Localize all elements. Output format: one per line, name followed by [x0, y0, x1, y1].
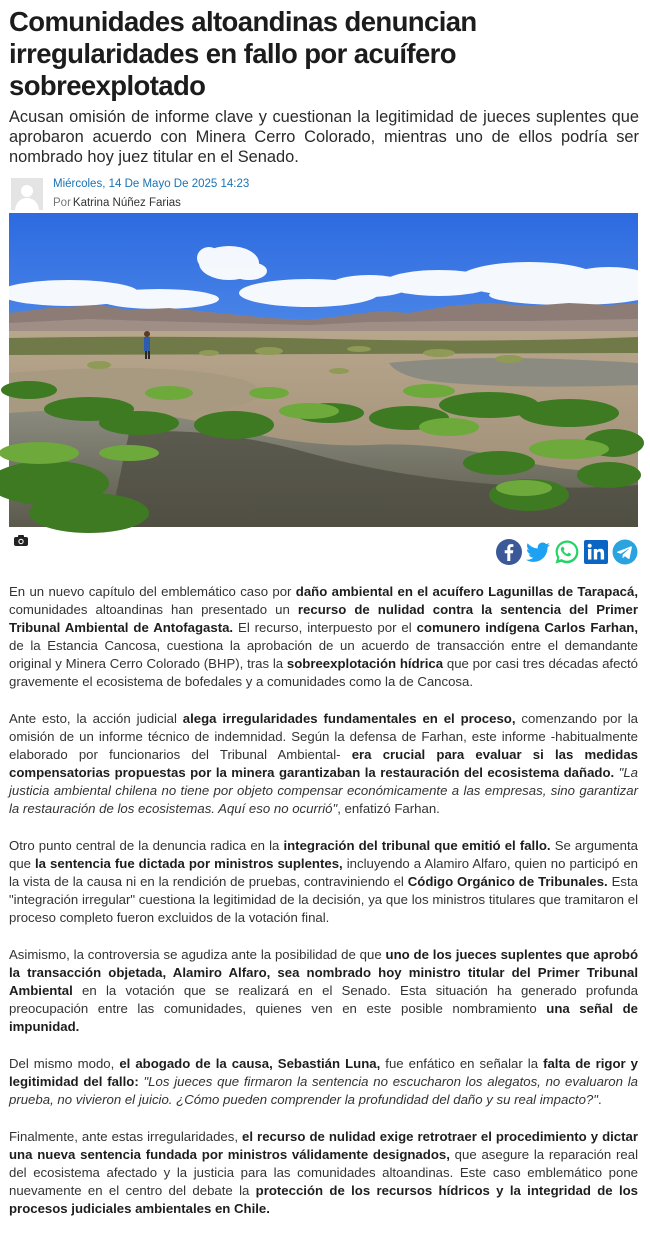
user-icon — [11, 178, 43, 210]
telegram-icon[interactable] — [612, 539, 638, 565]
article-headline: Comunidades altoandinas denuncian irregularidades en fallo por acuífero sobreexplotado — [9, 6, 477, 101]
bold-text: falta de rigor y legitimidad del fallo: — [9, 1056, 638, 1089]
author-avatar — [11, 178, 43, 210]
bold-text: daño ambiental en el acuífero Lagunillas de Tarapacá, — [295, 584, 638, 599]
body-paragraph — [9, 1128, 638, 1218]
body-text: que asegure la reparación real del ecosistema afectado y la justicia para las comunidades altoandinas. Este caso emblemático pone nuevamente en el centro del debate la — [9, 1147, 638, 1198]
body-text: En un nuevo capítulo del emblemático caso por — [9, 584, 296, 599]
whatsapp-icon[interactable] — [554, 539, 580, 565]
quote-text: "Los jueces que firmaron la sentencia no escucharon los alegatos, no evaluaron la prueba, no vivieron el juicio. ¿Cómo pueden comprender la profundidad del daño y su real impacto?" — [9, 1074, 638, 1107]
facebook-icon[interactable] — [496, 539, 522, 565]
body-text: , enfatizó Farhan. — [337, 801, 440, 816]
article-summary: Acusan omisión de informe clave y cuestionan la legitimidad de jueces suplentes que aprobaron acuerdo con Minera Cerro Colorado, mientras uno de ellos podría ser nombrado hoy juez titular en el Senado. — [9, 108, 639, 166]
bold-text: una señal de impunidad. — [9, 1001, 639, 1034]
body-paragraph — [9, 837, 638, 927]
author-name[interactable]: Katrina Núñez Farias — [72, 197, 181, 209]
body-text: comenzando por la omisión de un informe técnico de indemnidad. Según la defensa de Farhan, este informe -habitualmente elaborado por funcionarios del Tribunal Ambiental- — [9, 711, 638, 762]
body-text: Se argumenta que — [9, 838, 638, 871]
body-text: de la Estancia Cancosa, cuestiona la aprobación de un acuerdo de transacción entre el demandante original y Minera Cerro Colorado (BHP), tras la — [9, 638, 638, 671]
body-text: Asimismo, la controversia se agudiza ante la posibilidad de que — [9, 947, 386, 962]
body-text: incluyendo a Alamiro Alfaro, quien no participó en la vista de la causa ni en la rendición de pruebas, contraviniendo el — [9, 856, 638, 889]
bold-text: la sentencia fue dictada por ministros suplentes, — [35, 856, 343, 871]
byline — [53, 197, 181, 209]
bold-text: alega irregularidades fundamentales en el proceso, — [182, 711, 516, 726]
quote-text: "La justicia ambiental chilena no tiene por objeto compensar económicamente a las empresas, sino garantizar la restauración de los ecosistemas. Aquí eso no ocurrió" — [9, 765, 638, 816]
body-text: Esta "integración irregular" cuestiona la legitimidad de la decisión, ya que los ministros titulares que tramitaron el proceso completo fueron excluidos de la votación final. — [9, 874, 638, 925]
body-text: . — [597, 1092, 602, 1107]
bold-text: era crucial para evaluar si las medidas compensatorias propuestas por la minera garantizaban la restauración del ecosistema dañado. — [9, 747, 638, 780]
body-text: El recurso, interpuesto por el — [233, 620, 417, 635]
body-text: fue enfático en señalar la — [380, 1056, 544, 1071]
body-text: Del mismo modo, — [9, 1056, 120, 1071]
bold-text: uno de los jueces suplentes que aprobó la transacción objetada, Alamiro Alfaro, sea nombrado hoy ministro titular del Primer Tribunal Ambiental — [9, 947, 639, 998]
body-text: en la votación que se realizará en el Senado. Esta situación ha generado profunda preocupación entre las comunidades, quienes ven en este posible nombramiento — [9, 983, 638, 1016]
bold-text: el recurso de nulidad exige retrotraer el procedimiento y dictar una nueva sentencia fundada por ministros válidamente designados, — [9, 1129, 639, 1162]
bold-text: protección de los recursos hídricos y la integridad de los procesos judiciales ambientales en Chile. — [9, 1183, 639, 1216]
hero-image[interactable] — [9, 213, 638, 527]
share-bar — [496, 539, 638, 566]
body-paragraph — [9, 946, 638, 1036]
body-paragraph — [9, 1055, 638, 1109]
article-body — [9, 583, 638, 1237]
bold-text: Código Orgánico de Tribunales. — [407, 874, 608, 889]
bold-text: sobreexplotación hídrica — [286, 656, 444, 671]
bold-text: comunero indígena Carlos Farhan, — [416, 620, 638, 635]
bold-text: recurso de nulidad contra la sentencia del Primer Tribunal Ambiental de Antofagasta. — [9, 602, 638, 635]
bold-text: integración del tribunal que emitió el fallo. — [283, 838, 551, 853]
body-text: Finalmente, ante estas irregularidades, — [9, 1129, 243, 1144]
body-text: que por casi tres décadas afectó gravemente el ecosistema de bofedales y a comunidades como la de Cancosa. — [9, 656, 638, 689]
landscape-photo — [9, 213, 638, 527]
body-text: Ante esto, la acción judicial — [9, 711, 183, 726]
body-text: Otro punto central de la denuncia radica en la — [9, 838, 284, 853]
bold-text: el abogado de la causa, Sebastián Luna, — [119, 1056, 381, 1071]
camera-icon — [14, 535, 28, 546]
publish-date: Miércoles, 14 De Mayo De 2025 14:23 — [53, 178, 250, 190]
body-paragraph — [9, 583, 638, 691]
body-text: comunidades altoandinas han presentado un — [9, 602, 298, 617]
author-prefix: Por — [53, 197, 71, 209]
linkedin-icon[interactable] — [583, 539, 609, 565]
body-paragraph — [9, 710, 638, 818]
twitter-icon[interactable] — [525, 539, 551, 565]
